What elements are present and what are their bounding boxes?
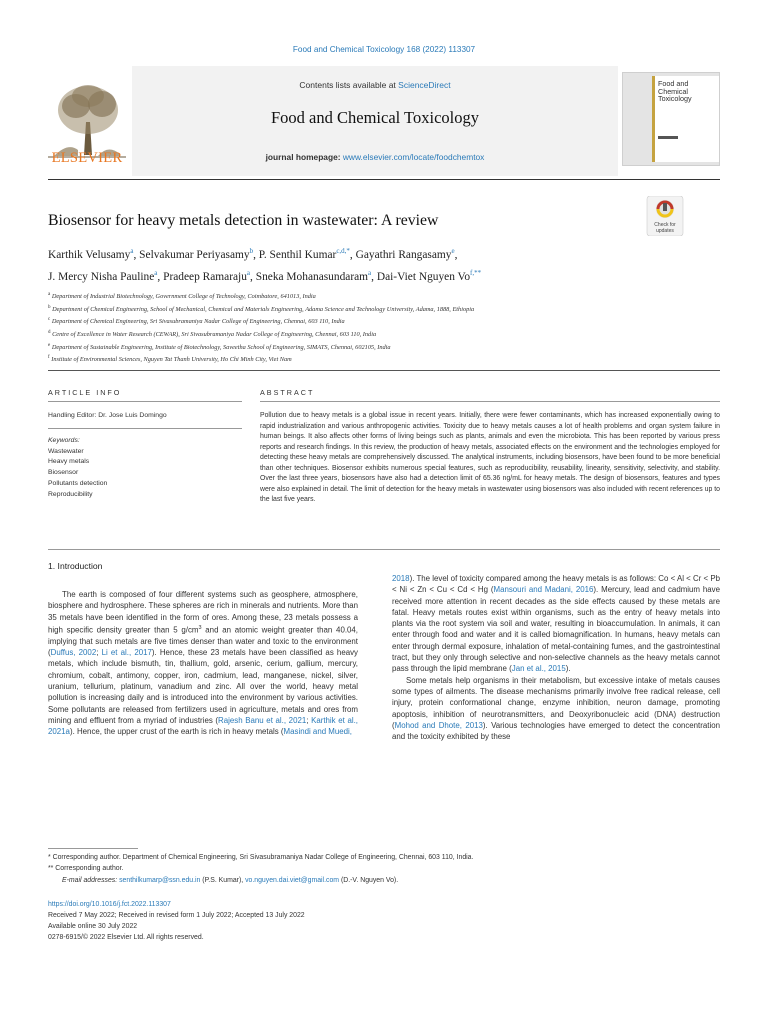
introduction-heading: 1. Introduction [48, 561, 103, 571]
handling-rule [48, 428, 242, 429]
header-divider [48, 179, 720, 180]
author[interactable]: Gayathri Rangasamy$^e$ [355, 247, 455, 261]
publication-info [48, 899, 305, 943]
journal-reference[interactable]: Food and Chemical Toxicology 168 (2022) 113307 [292, 45, 476, 54]
affiliation: $^a$ Department of Industrial Biotechnology, Government College of Technology, Coimbatore, 641013, India [48, 292, 316, 301]
footnote: * Corresponding author. Department of Chemical Engineering, Sri Sivasubramaniya Nadar College of Engineering, Chennai, 603 110, India. [48, 854, 474, 861]
citation-link[interactable]: Karthik et al., 2021a [48, 715, 358, 737]
article-info-rule [48, 401, 242, 402]
journal-banner [132, 66, 618, 176]
citation-link[interactable]: Rajesh Banu et al., 2021 [218, 715, 307, 725]
affiliation: $^b$ Department of Chemical Engineering, School of Mechanical, Chemical and Materials Engineering, Adama Science and Technology University, Adama, 1888, Ethiopia [48, 304, 475, 313]
homepage-line: journal homepage: www.elsevier.com/locate/foodchemtox [265, 152, 485, 162]
author[interactable]: Selvakumar Periyasamy$^b$ [139, 247, 254, 261]
email-footnote: E-mail addresses: senthilkumarp@ssn.edu.in (P.S. Kumar), vo.nguyen.dai.viet@gmail.com (D.-V. Nguyen Vo). [62, 876, 399, 884]
keyword: Reproducibility [48, 490, 93, 498]
footnote: ** Corresponding author. [48, 865, 124, 873]
abstract-heading: ABSTRACT [260, 388, 315, 397]
paragraph: The earth is composed of four different systems such as geosphere, atmosphere, biosphere and hydrosphere. These spheres are rich in minerals and nutrients. More than 35 metals have been identified in the form of ores. Among these, 23 metals possess a high specific density greater than 5 $g/cm^3$ and an atomic weight greater than 40.04, implying that such metals are five times denser than water and toxic to the environment (Duffus, 2002; Li et al., 2017). Hence, these 23 metals have been classified as heavy metals, which include bismuth, tin, thallium, gold, arsenic, cerium, gallium, mercury, chromium, cobalt, antimony, copper, iron, cadmium, lead, manganese, nickel, silver, uranium, tellurium, platinum, vanadium and zinc. All over the world, heavy metal pollution is increasing daily and is introduced into the environment by various activities. Some pollutants are released from fertilizers used in agriculture, metals and ores from mining and effluent from a myriad of industries (Rajesh Banu et al., 2021; Karthik et al., 2021a). Hence, the upper crust of the earth is rich in heavy metals (Masindi and Muedi, [48, 590, 358, 737]
affiliations [48, 290, 720, 366]
footnote-rule [48, 848, 138, 849]
contents-line: Contents lists available at ScienceDirect [299, 80, 451, 90]
handling-editor: Handling Editor: Dr. Jose Luis Domingo [48, 412, 167, 419]
author[interactable]: Sneka Mohanasundaram$^a$ [255, 268, 372, 283]
keyword: Heavy metals [48, 458, 90, 466]
author[interactable]: Karthik Velusamy$^a$ [48, 247, 134, 261]
affiliation: $^d$ Centre of Excellence in Water Research (CEWAR), Sri Sivasubramaniya Nadar College of Engineering, Chennai, 603 110, India [48, 330, 377, 339]
badge-line1: Check for [654, 222, 676, 228]
keyword: Biosensor [48, 469, 79, 477]
keywords [48, 436, 107, 500]
publisher-name: ELSEVIER [51, 150, 123, 166]
article-title: Biosensor for heavy metals detection in wastewater: A review [48, 212, 439, 229]
cover-title: Food and Chemical Toxicology [658, 79, 692, 104]
paragraph: 2018). The level of toxicity compared among the heavy metals is as follows: Co < Al < Cr < Pb < Ni < Zn < Cu < Cd < Hg (Mansouri and Madani, 2016). Mercury, lead and cadmium have received more attention in recent decades as the side effects caused by these metals are fatal. Heavy metals routes exist within organisms, such as the entry of heavy metals into plants via the root system via soil and water, resulting in bioaccumulation. In animals, it can enter through food and water and it is called biomagnification. In humans, heavy metals can enter through dermal exposure, inhalation of metal-containing fumes, and the gastrointestinal tract, but they only through selective and non-selective channels as the heavy metals cannot pass through the lipid membrane (Jan et al., 2015). [392, 574, 720, 674]
abstract-text: Pollution due to heavy metals is a global issue in recent years. Initially, there were fewer contaminants, which has increased exponentially owing to rapid industrialization and various anthropogenic activities. Toxicity due to heavy metals causes a lot of health problems and organ system failure in human beings. It also affects other forms of living beings such as plants, animals and even the microbiota. This has been reported by various press reports and research findings. In this review, the production of heavy metals, associated effects on the environment and the technologies employed for detecting these heavy metals are comprehensively discussed. The analytical instruments, including biosensors, have been found to be more beneficial than other techniques. Biosensor exhibits numerous special features, such as reproducibility, reusability, linearity, sensitivity, selectivity, and stability. Over the last three years, biosensors have also had a detection limit of 65.36 ng/mL for heavy metals. The design of biosensors, features and types were also explained in detail. The limit of detection for the heavy metals in wastewater using biosensors was also included with recent references up to the last five years. [260, 412, 720, 504]
journal-cover [622, 72, 720, 166]
abstract-end-rule [48, 549, 720, 550]
email-link[interactable]: senthilkumarp@ssn.edu.in [119, 876, 201, 884]
journal-header [48, 66, 720, 176]
affiliation: $^e$ Department of Sustainable Engineering, Institute of Biotechnology, Saveetha School of Engineering, SIMATS, Chennai, 602105, India [48, 342, 391, 351]
affiliation: $^f$ Institute of Environmental Sciences, Nguyen Tat Thanh University, Ho Chi Minh City, Viet Nam [48, 355, 292, 364]
homepage-link[interactable]: www.elsevier.com/locate/foodchemtox [342, 152, 485, 162]
email-link[interactable]: vo.nguyen.dai.viet@gmail.com [245, 876, 340, 884]
copyright: 0278-6915/© 2022 Elsevier Ltd. All rights reserved. [48, 934, 204, 942]
author[interactable]: Dai-Viet Nguyen $Vo^{f,**}$ [376, 268, 482, 283]
received-dates: Received 7 May 2022; Received in revised form 1 July 2022; Accepted 13 July 2022 [48, 912, 305, 920]
author[interactable]: P. Senthil Kumar$^{c,d,*}$ [258, 247, 350, 261]
citation-link[interactable]: Duffus, 2002 [50, 648, 97, 658]
author-list: Karthik Velusamy$^a$, Selvakumar Periyasamy$^b$, P. Senthil Kumar$^{c,d,*}$, Gayathri Rangasamy$^e$, J. Mercy Nisha Pauline$^a$, Pradeep Ramaraju$^a$, Sneka Mohanasundaram$^a$, Dai-Viet Nguyen $Vo^{f,**}$ [48, 247, 482, 283]
affiliation: $^c$ Department of Chemical Engineering, Sri Sivasubramaniya Nadar College of Engineering, Chennai, 603 110, India [48, 317, 345, 326]
citation-link[interactable]: Mansouri and Madani, 2016 [493, 585, 594, 595]
keyword: Pollutants detection [48, 479, 108, 487]
citation-link[interactable]: Li et al., 2017 [101, 648, 152, 658]
check-for-updates-badge[interactable] [645, 196, 685, 236]
citation-link[interactable]: Mohod and Dhote, 2013 [394, 720, 483, 730]
available-online: Available online 30 July 2022 [48, 923, 138, 931]
citation-link[interactable]: Masindi and Muedi, [283, 727, 352, 737]
footnotes [48, 852, 720, 886]
citation-link[interactable]: Jan et al., 2015 [511, 664, 566, 674]
sciencedirect-link[interactable]: ScienceDirect [398, 80, 451, 90]
paragraph: Some metals help organisms in their metabolism, but excessive intake of metals causes some types of ailments. The disease mechanisms primarily involve free radical release, cell injury, protein conformational change, enzyme inhibition, neuron damage, promoting apoptosis, inhibition of neurotransmitters, and Deoxyribonucleic acid (DNA) destruction (Mohod and Dhote, 2013). Various technologies have emerged to detect the concentration and the toxicity exhibited by these [392, 675, 720, 742]
citation-link[interactable]: 2018 [392, 574, 410, 583]
doi-link[interactable]: https://doi.org/10.1016/j.fct.2022.113307 [48, 901, 171, 908]
badge-line2: updates [656, 228, 674, 234]
author[interactable]: J. Mercy Nisha Pauline$^a$ [48, 268, 158, 283]
body-column-right [392, 573, 720, 742]
author[interactable]: Pradeep Ramaraju$^a$ [163, 268, 251, 283]
section-divider [48, 370, 720, 371]
journal-title: Food and Chemical Toxicology [271, 108, 479, 127]
article-info-heading: ARTICLE INFO [48, 388, 122, 397]
keywords-label: Keywords: [48, 437, 80, 444]
abstract-rule [260, 401, 720, 402]
keyword: Wastewater [48, 447, 84, 455]
body-column-left [48, 589, 358, 737]
